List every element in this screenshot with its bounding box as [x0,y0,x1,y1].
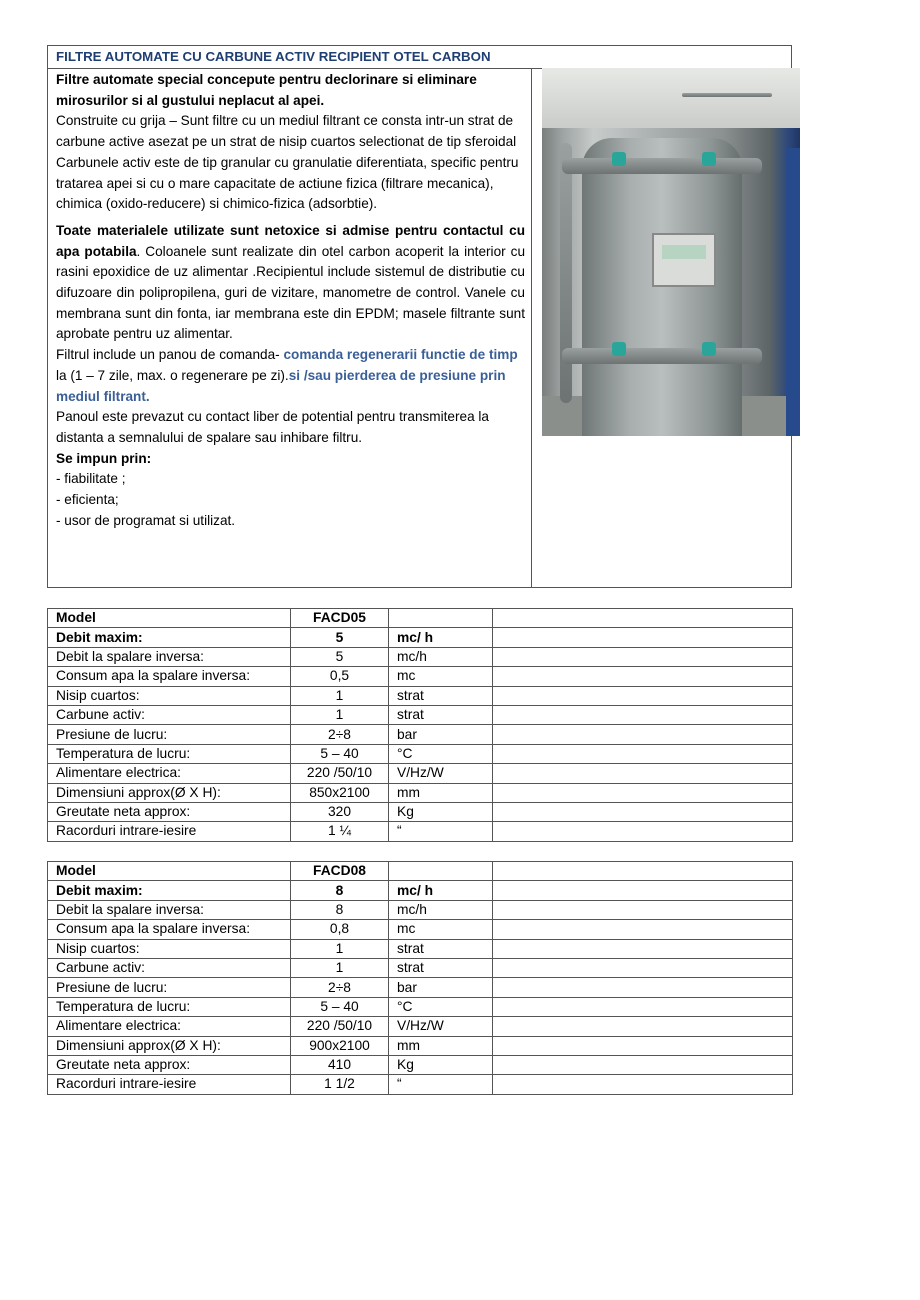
spec-label: Debit la spalare inversa: [48,900,291,919]
spec-value: 1 [291,958,389,977]
advantage-item: - eficienta; [56,492,119,508]
spec-value: 1 1/2 [291,1075,389,1094]
spec-label: Alimentare electrica: [48,1017,291,1036]
spec-value: 410 [291,1055,389,1074]
spec-unit: “ [389,822,493,841]
spec-empty [493,978,793,997]
spec-empty [493,802,793,821]
spec-unit: Kg [389,802,493,821]
spec-label: Model [48,609,291,628]
spec-empty [493,1075,793,1094]
advantage-item: - fiabilitate ; [56,471,126,487]
spec-label: Alimentare electrica: [48,764,291,783]
spec-empty [493,1055,793,1074]
table-row [48,1017,793,1036]
table-row [48,647,793,666]
paragraph-control-panel [56,345,525,407]
spec-unit [389,609,493,628]
spec-unit: mc/h [389,900,493,919]
spec-unit: mc [389,920,493,939]
spec-value: 2÷8 [291,978,389,997]
spec-empty [493,997,793,1016]
spec-empty [493,764,793,783]
spec-unit: V/Hz/W [389,764,493,783]
table-row [48,628,793,647]
spec-empty [493,862,793,881]
spec-label: Debit la spalare inversa: [48,647,291,666]
spec-label: Racorduri intrare-iesire [48,822,291,841]
spec-unit: Kg [389,1055,493,1074]
spec-value: 2÷8 [291,725,389,744]
spec-unit [389,862,493,881]
spec-empty [493,1036,793,1055]
advantages-heading: Se impun prin: [56,450,152,466]
spec-empty [493,939,793,958]
spec-empty [493,783,793,802]
spec-unit: bar [389,725,493,744]
spec-empty [493,725,793,744]
spec-label: Temperatura de lucru: [48,997,291,1016]
spec-empty [493,647,793,666]
filter-tank-image [582,138,742,436]
spec-label: Racorduri intrare-iesire [48,1075,291,1094]
panel-highlight-time: comanda regenerarii functie de timp [283,347,518,363]
document-title: FILTRE AUTOMATE CU CARBUNE ACTIV RECIPIENT OTEL CARBON [48,46,791,69]
table-row [48,783,793,802]
spec-label: Consum apa la spalare inversa: [48,920,291,939]
spec-unit: strat [389,939,493,958]
spec-unit: V/Hz/W [389,1017,493,1036]
table-row [48,862,793,881]
table-row [48,822,793,841]
spec-value: 1 [291,705,389,724]
spec-empty [493,881,793,900]
table-row [48,667,793,686]
spec-label: Debit maxim: [48,628,291,647]
table-row [48,725,793,744]
spec-unit: mm [389,1036,493,1055]
spec-unit: mc/h [389,647,493,666]
panel-highlight-pressure: si /sau pierderea de presiune prin mediul filtrant. [56,367,506,404]
materials-text: . Coloanele sunt realizate din otel carbon acoperit la interior cu rasini epoxidice de uz alimentar .Recipientul include sistemul de distributie cu difuzoare din polipropilena, guri de vizitare, manometre de control. Vanele cu membrana sunt din fonta, iar membrana este din EPDM; masele filtrante sunt aprobate pentru uz alimentar. [56,243,526,342]
table-row [48,920,793,939]
table-row [48,1055,793,1074]
spec-value: 0,5 [291,667,389,686]
table-row [48,900,793,919]
materials-bold-text: Toate materialele utilizate sunt netoxice si admise pentru contactul cu apa potabila [56,222,525,259]
panel-text: Filtrul include un panou de comanda- [56,347,284,363]
spec-value: FACD05 [291,609,389,628]
spec-unit: strat [389,705,493,724]
spec-label: Temperatura de lucru: [48,744,291,763]
spec-empty [493,705,793,724]
table-row [48,802,793,821]
spec-empty [493,958,793,977]
spec-value: 1 ¼ [291,822,389,841]
spec-value: 5 – 40 [291,997,389,1016]
spec-unit: °C [389,997,493,1016]
table-row [48,705,793,724]
table-row [48,764,793,783]
product-photo [542,68,800,436]
spec-value: 220 /50/10 [291,1017,389,1036]
spec-value: 1 [291,686,389,705]
table-row [48,978,793,997]
spec-label: Carbune activ: [48,705,291,724]
spec-unit: mm [389,783,493,802]
spec-empty [493,900,793,919]
spec-value: 0,8 [291,920,389,939]
spec-value: 220 /50/10 [291,764,389,783]
spec-empty [493,667,793,686]
table-row [48,1036,793,1055]
table-row [48,609,793,628]
spec-value: 8 [291,881,389,900]
spec-label: Debit maxim: [48,881,291,900]
spec-unit: “ [389,1075,493,1094]
spec-label: Carbune activ: [48,958,291,977]
spec-empty [493,628,793,647]
advantage-item: - usor de programat si utilizat. [56,512,236,528]
spec-table-facd08 [47,861,793,1095]
spec-empty [493,744,793,763]
table-row [48,1075,793,1094]
spec-label: Greutate neta approx: [48,1055,291,1074]
spec-label: Greutate neta approx: [48,802,291,821]
spec-unit: mc/ h [389,628,493,647]
spec-unit: mc [389,667,493,686]
spec-value: 320 [291,802,389,821]
spec-table-facd05 [47,608,793,842]
table-row [48,958,793,977]
description-cell [48,68,532,587]
paragraph-contact: Panoul este prevazut cu contact liber de potential pentru transmiterea la distanta a semnalului de spalare sau inhibare filtru. [56,409,489,445]
spec-unit: strat [389,958,493,977]
spec-label: Presiune de lucru: [48,725,291,744]
spec-unit: strat [389,686,493,705]
paragraph-carbon: Carbunele activ este de tip granular cu granulatie diferentiata, specific pentru tratarea apei si cu o mare capacitate de actiune fizica (filtrare mecanica), chimica (oxido-reducere) si chimico-fizica (adsorbtie). [56,154,519,212]
spec-value: 1 [291,939,389,958]
spec-unit: °C [389,744,493,763]
spec-label: Presiune de lucru: [48,978,291,997]
table-row [48,939,793,958]
intro-text: Filtre automate special concepute pentru declorinare si eliminare mirosurilor si al gustului neplacut al apei. [56,72,477,108]
spec-value: 5 [291,628,389,647]
spec-value: 5 [291,647,389,666]
table-row [48,997,793,1016]
spec-empty [493,822,793,841]
spec-label: Nisip cuartos: [48,939,291,958]
control-panel-image [652,233,716,287]
spec-label: Consum apa la spalare inversa: [48,667,291,686]
paragraph-materials [56,221,525,345]
spec-value: 900x2100 [291,1036,389,1055]
spec-unit: bar [389,978,493,997]
spec-label: Dimensiuni approx(Ø X H): [48,783,291,802]
table-row [48,881,793,900]
spec-value: 5 – 40 [291,744,389,763]
spec-label: Dimensiuni approx(Ø X H): [48,1036,291,1055]
table-row [48,744,793,763]
spec-value: 8 [291,900,389,919]
spec-value: 850x2100 [291,783,389,802]
panel-text-range: la (1 – 7 zile, max. o regenerare pe zi). [56,367,289,383]
spec-label: Nisip cuartos: [48,686,291,705]
spec-empty [493,686,793,705]
spec-empty [493,920,793,939]
spec-value: FACD08 [291,862,389,881]
spec-empty [493,609,793,628]
table-row [48,686,793,705]
paragraph-construction: Construite cu grija – Sunt filtre cu un mediul filtrant ce consta intr-un strat de carbune active asezat pe un strat de nisip cuartos selectionat de tip sferoidal [56,113,517,150]
spec-empty [493,1017,793,1036]
spec-unit: mc/ h [389,881,493,900]
spec-label: Model [48,862,291,881]
